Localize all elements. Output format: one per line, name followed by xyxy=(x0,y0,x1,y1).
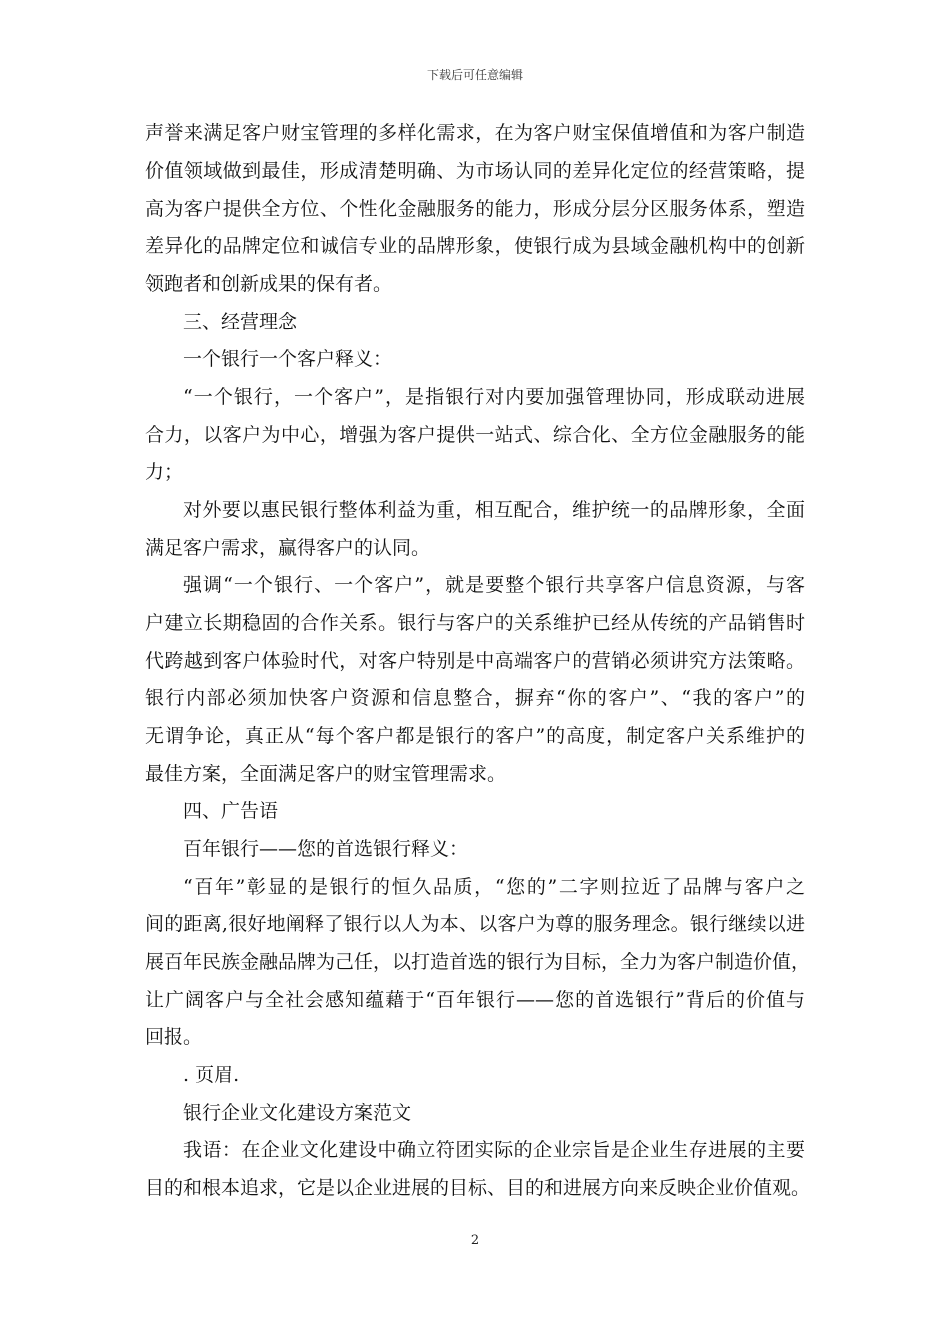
text-line: 差异化的品牌定位和诚信专业的品牌形象，使银行成为县域金融机构中的创新 xyxy=(145,235,805,257)
text-line: 一个银行一个客户释义： xyxy=(183,348,393,370)
text-line: 声誉来满足客户财宝管理的多样化需求，在为客户财宝保值增值和为客户制造 xyxy=(145,122,805,144)
text-line: 对外要以惠民银行整体利益为重，相互配合，维护统一的品牌形象，全面 xyxy=(183,499,805,521)
document-subtitle: 银行企业文化建设方案范文 xyxy=(183,1102,412,1124)
text-line: 户建立长期稳固的合作关系。银行与客户的关系维护已经从传统的产品销售时 xyxy=(145,612,805,634)
section-heading: 四、广告语 xyxy=(183,800,279,822)
text-line: 回报。 xyxy=(145,1026,203,1048)
text-line: 强调“一个银行、一个客户”，就是要整个银行共享客户信息资源，与客 xyxy=(183,574,805,596)
text-line: 力； xyxy=(145,461,184,483)
text-line: 让广阔客户与全社会感知蕴藉于“百年银行——您的首选银行”背后的价值与 xyxy=(145,989,805,1011)
text-line: 目的和根本追求，它是以企业进展的目标、目的和进展方向来反映企业价值观。 xyxy=(145,1177,811,1199)
text-line: “百年”彰显的是银行的恒久品质，“您的”二字则拉近了品牌与客户之 xyxy=(183,876,805,898)
text-line: 展百年民族金融品牌为己任，以打造首选的银行为目标，全力为客户制造价值， xyxy=(145,951,811,973)
page-number: 2 xyxy=(470,1233,480,1248)
text-line: 领跑者和创新成果的保有者。 xyxy=(145,273,393,295)
text-line: 满足客户需求，赢得客户的认同。 xyxy=(145,537,431,559)
text-line: 代跨越到客户体验时代，对客户特别是中高端客户的营销必须讲究方法策略。 xyxy=(145,650,805,672)
text-line: 间的距离,很好地阐释了银行以人为本、以客户为尊的服务理念。银行继续以进 xyxy=(145,913,805,935)
text-line: 无谓争论，真正从“每个客户都是银行的客户”的高度，制定客户关系维护的 xyxy=(145,725,805,747)
text-line: 百年银行——您的首选银行释义： xyxy=(183,838,469,860)
text-line: “一个银行，一个客户”，是指银行对内要加强管理协同，形成联动进展 xyxy=(183,386,805,408)
text-line: 最佳方案，全面满足客户的财宝管理需求。 xyxy=(145,763,507,785)
text-line: 价值领域做到最佳，形成清楚明确、为市场认同的差异化定位的经营策略，提 xyxy=(145,160,805,182)
text-line: 高为客户提供全方位、个性化金融服务的能力，形成分层分区服务体系，塑造 xyxy=(145,198,805,220)
text-line: 我语：在企业文化建设中确立符团实际的企业宗旨是企业生存进展的主要 xyxy=(183,1139,805,1161)
page-header: 下载后可任意编辑 xyxy=(426,68,523,82)
section-heading: 三、经营理念 xyxy=(183,311,298,333)
text-line: 银行内部必须加快客户资源和信息整合，摒弃“你的客户”、“我的客户”的 xyxy=(145,687,805,709)
text-line: . 页眉. xyxy=(183,1064,240,1086)
text-line: 合力，以客户为中心，增强为客户提供一站式、综合化、全方位金融服务的能 xyxy=(145,424,805,446)
